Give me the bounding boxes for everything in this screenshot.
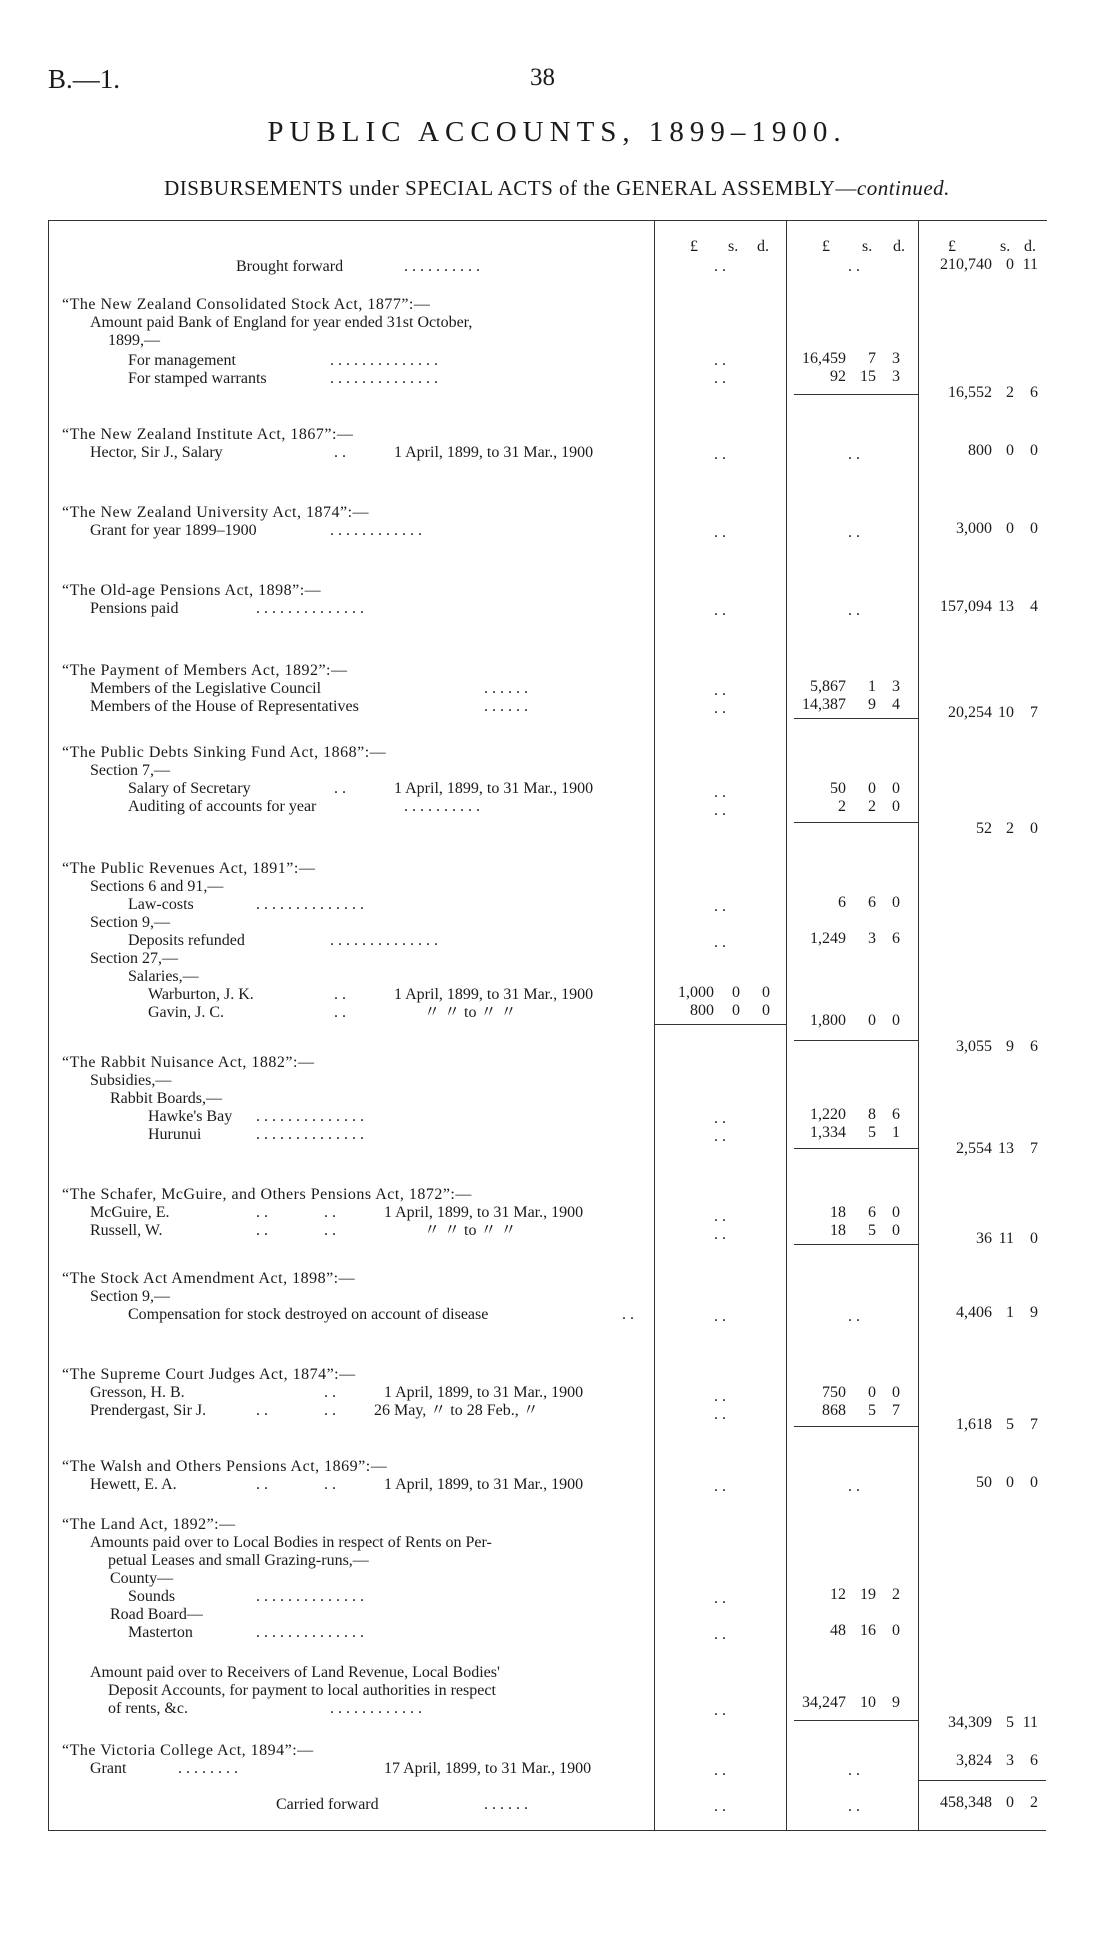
leader-dots: . . bbox=[714, 524, 726, 541]
leader-dots: . . bbox=[714, 1406, 726, 1423]
leader-dots: . . bbox=[714, 370, 726, 387]
leader-dots: . . bbox=[848, 446, 860, 463]
total-pence: 7 bbox=[1030, 1140, 1038, 1157]
amount-pounds: 1,334 bbox=[810, 1124, 846, 1141]
total-pounds: 800 bbox=[968, 442, 992, 459]
total-rule bbox=[918, 1780, 1046, 1781]
leader-dots: . . bbox=[714, 446, 726, 463]
section-title: “The Payment of Members Act, 1892”:— bbox=[62, 662, 348, 679]
total-shillings: 13 bbox=[998, 598, 1014, 615]
total-pounds: 20,254 bbox=[948, 704, 992, 721]
total-pence: 6 bbox=[1030, 384, 1038, 401]
col2-shillings-header: s. bbox=[862, 238, 873, 255]
leader-dots: . . bbox=[714, 1110, 726, 1127]
leader-dots: . . bbox=[334, 986, 346, 1003]
total-pounds: 3,055 bbox=[956, 1038, 992, 1055]
leader-dots: . . bbox=[848, 1478, 860, 1495]
section-title: “The Stock Act Amendment Act, 1898”:— bbox=[62, 1270, 356, 1287]
line-text: County— bbox=[110, 1570, 174, 1587]
leader-dots: . . bbox=[334, 444, 346, 461]
section-title: “The Old-age Pensions Act, 1898”:— bbox=[62, 582, 322, 599]
leader-dots: . . bbox=[714, 1128, 726, 1145]
amount-shillings: 5 bbox=[868, 1124, 876, 1141]
leader-dots: . . bbox=[714, 1626, 726, 1643]
period-text: 1 April, 1899, to 31 Mar., 1900 bbox=[384, 1204, 584, 1221]
amount-pounds: 48 bbox=[830, 1622, 846, 1639]
col1-pence-header: d. bbox=[757, 238, 769, 255]
section-title: “The New Zealand University Act, 1874”:— bbox=[62, 504, 370, 521]
leader-dots: . . bbox=[848, 258, 860, 275]
page-number: 38 bbox=[530, 64, 555, 91]
line-text: Prendergast, Sir J. bbox=[90, 1402, 207, 1419]
leader-dots: . . bbox=[256, 1402, 268, 1419]
amount-shillings: 7 bbox=[868, 350, 876, 367]
page-title: PUBLIC ACCOUNTS, 1899–1900. bbox=[267, 116, 847, 148]
amount-shillings: 1 bbox=[868, 678, 876, 695]
total-pounds: 36 bbox=[976, 1230, 992, 1247]
amount-pence: 1 bbox=[892, 1124, 900, 1141]
ditto-text: 〃 〃 to 〃 〃 bbox=[424, 1004, 517, 1021]
salary-warburton-pence: 0 bbox=[762, 984, 770, 1001]
amount-shillings: 9 bbox=[868, 696, 876, 713]
col1-pounds-header: £ bbox=[690, 238, 698, 255]
amount-shillings: 0 bbox=[868, 1012, 876, 1029]
section-title: “The Schafer, McGuire, and Others Pensions Act, 1872”:— bbox=[62, 1186, 472, 1203]
line-text: Hawke's Bay bbox=[148, 1108, 233, 1125]
section-title: “The Rabbit Nuisance Act, 1882”:— bbox=[62, 1054, 315, 1071]
line-text: Gavin, J. C. bbox=[148, 1004, 224, 1021]
amount-pence: 0 bbox=[892, 1222, 900, 1239]
period-text: 1 April, 1899, to 31 Mar., 1900 bbox=[394, 780, 594, 797]
carried-forward-pence: 2 bbox=[1030, 1794, 1038, 1811]
total-pounds: 3,824 bbox=[956, 1752, 992, 1769]
salary-warburton-pounds: 1,000 bbox=[678, 984, 714, 1001]
amount-pence: 3 bbox=[892, 368, 900, 385]
brought-forward-shillings: 0 bbox=[1006, 256, 1014, 273]
leader-dots: . . bbox=[848, 1308, 860, 1325]
col2-pounds-header: £ bbox=[822, 238, 830, 255]
amount-pounds: 14,387 bbox=[802, 696, 846, 713]
leader-dots: . . bbox=[714, 352, 726, 369]
page-subtitle bbox=[0, 176, 1114, 201]
total-pounds: 157,094 bbox=[940, 598, 992, 615]
amount-pence: 3 bbox=[892, 350, 900, 367]
amount-pence: 6 bbox=[892, 1106, 900, 1123]
line-text: of rents, &c. bbox=[108, 1700, 188, 1717]
line-text: Road Board— bbox=[110, 1606, 203, 1623]
amount-pence: 6 bbox=[892, 930, 900, 947]
total-shillings: 2 bbox=[1006, 820, 1014, 837]
section-title: “The Supreme Court Judges Act, 1874”:— bbox=[62, 1366, 356, 1383]
col3-pounds-header: £ bbox=[948, 238, 956, 255]
line-text: Salaries,— bbox=[128, 968, 199, 985]
leader-dots: . . . . . . . . . . . . bbox=[330, 1700, 422, 1717]
salary-gavin-pounds: 800 bbox=[690, 1002, 714, 1019]
leader-dots: . . . . . . . . . . . . bbox=[330, 522, 422, 539]
subtitle-continued: continued. bbox=[856, 176, 950, 200]
section-title: “The New Zealand Consolidated Stock Act, 1877”:— bbox=[62, 296, 431, 313]
amount-pounds: 50 bbox=[830, 780, 846, 797]
line-text: Section 9,— bbox=[90, 1288, 170, 1305]
total-pounds: 2,554 bbox=[956, 1140, 992, 1157]
line-text: Amounts paid over to Local Bodies in respect of Rents on Per- bbox=[90, 1534, 492, 1551]
line-text: Deposit Accounts, for payment to local authorities in respect bbox=[108, 1682, 496, 1699]
amount-pence: 0 bbox=[892, 780, 900, 797]
subtitle-main: DISBURSEMENTS under SPECIAL ACTS of the GENERAL ASSEMBLY— bbox=[164, 176, 857, 200]
leader-dots: . . bbox=[848, 1798, 860, 1815]
table-bottom-border bbox=[48, 1830, 1046, 1831]
leader-dots: . . . . . . . . . . . . . . bbox=[256, 1588, 364, 1605]
leader-dots: . . bbox=[714, 1798, 726, 1815]
leader-dots: . . bbox=[714, 1208, 726, 1225]
amount-pounds: 12 bbox=[830, 1586, 846, 1603]
subtotal-rule bbox=[654, 1024, 786, 1025]
line-text: Law-costs bbox=[128, 896, 194, 913]
section-title: “The Victoria College Act, 1894”:— bbox=[62, 1742, 314, 1759]
amount-pounds: 18 bbox=[830, 1204, 846, 1221]
amount-pence: 0 bbox=[892, 1012, 900, 1029]
leader-dots: . . bbox=[714, 700, 726, 717]
line-text: Members of the Legislative Council bbox=[90, 680, 322, 697]
amount-pounds: 1,220 bbox=[810, 1106, 846, 1123]
total-pounds: 3,000 bbox=[956, 520, 992, 537]
total-shillings: 13 bbox=[998, 1140, 1014, 1157]
amount-shillings: 6 bbox=[868, 1204, 876, 1221]
line-text: Section 9,— bbox=[90, 914, 170, 931]
ditto-text: 〃 〃 to 〃 〃 bbox=[424, 1222, 517, 1239]
total-pence: 4 bbox=[1030, 598, 1038, 615]
amount-pence: 0 bbox=[892, 1622, 900, 1639]
amount-shillings: 19 bbox=[860, 1586, 876, 1603]
line-text: Salary of Secretary bbox=[128, 780, 251, 797]
amount-shillings: 3 bbox=[868, 930, 876, 947]
amount-shillings: 6 bbox=[868, 894, 876, 911]
leader-dots: . . . . . . . . . . . . . . bbox=[256, 600, 364, 617]
period-text: 1 April, 1899, to 31 Mar., 1900 bbox=[384, 1384, 584, 1401]
total-pounds: 52 bbox=[976, 820, 992, 837]
leader-dots: . . bbox=[622, 1306, 634, 1323]
amount-shillings: 10 bbox=[860, 1694, 876, 1711]
amount-pounds: 16,459 bbox=[802, 350, 846, 367]
leader-dots: . . bbox=[714, 934, 726, 951]
amount-pounds: 1,800 bbox=[810, 1012, 846, 1029]
total-shillings: 10 bbox=[998, 704, 1014, 721]
leader-dots: . . bbox=[324, 1476, 336, 1493]
leader-dots: . . . . . . bbox=[484, 680, 528, 697]
column-rule-1 bbox=[654, 220, 655, 1830]
leader-dots: . . bbox=[714, 1702, 726, 1719]
total-shillings: 1 bbox=[1006, 1304, 1014, 1321]
total-pounds: 4,406 bbox=[956, 1304, 992, 1321]
line-text: Grant for year 1899–1900 bbox=[90, 522, 257, 539]
amount-pounds: 5,867 bbox=[810, 678, 846, 695]
column-rule-2 bbox=[786, 220, 787, 1830]
leader-dots: . . bbox=[848, 524, 860, 541]
period-text: 26 May, 〃 to 28 Feb., 〃 bbox=[374, 1402, 539, 1419]
total-pence: 0 bbox=[1030, 1230, 1038, 1247]
line-text: Hewett, E. A. bbox=[90, 1476, 177, 1493]
line-text: Grant bbox=[90, 1760, 127, 1777]
amount-shillings: 8 bbox=[868, 1106, 876, 1123]
salary-gavin-pence: 0 bbox=[762, 1002, 770, 1019]
line-text: Sections 6 and 91,— bbox=[90, 878, 224, 895]
column-rule-3 bbox=[918, 220, 919, 1830]
line-text: Warburton, J. K. bbox=[148, 986, 254, 1003]
carried-forward-label: Carried forward bbox=[276, 1796, 379, 1813]
leader-dots: . . bbox=[714, 1762, 726, 1779]
carried-forward-pounds: 458,348 bbox=[940, 1794, 992, 1811]
leader-dots: . . . . . . . . . . . . . . bbox=[330, 932, 438, 949]
subtotal-rule bbox=[794, 1426, 918, 1427]
amount-pence: 0 bbox=[892, 894, 900, 911]
amount-pence: 2 bbox=[892, 1586, 900, 1603]
amount-pounds: 6 bbox=[838, 894, 846, 911]
leader-dots: . . bbox=[714, 1388, 726, 1405]
period-text: 1 April, 1899, to 31 Mar., 1900 bbox=[394, 986, 594, 1003]
leader-dots: . . bbox=[714, 1308, 726, 1325]
subtotal-rule bbox=[794, 1040, 918, 1041]
amount-pence: 9 bbox=[892, 1694, 900, 1711]
total-pence: 0 bbox=[1030, 520, 1038, 537]
leader-dots: . . bbox=[714, 802, 726, 819]
leader-dots: . . bbox=[324, 1384, 336, 1401]
period-text: 17 April, 1899, to 31 Mar., 1900 bbox=[384, 1760, 592, 1777]
col3-shillings-header: s. bbox=[1000, 238, 1011, 255]
leader-dots: . . . . . . bbox=[484, 698, 528, 715]
line-text: Amount paid Bank of England for year ended 31st October, bbox=[90, 314, 473, 331]
amount-shillings: 0 bbox=[868, 1384, 876, 1401]
leader-dots: . . . . . . . . . . . . . . bbox=[256, 1108, 364, 1125]
line-text: McGuire, E. bbox=[90, 1204, 170, 1221]
col3-pence-header: d. bbox=[1024, 238, 1036, 255]
line-text: Amount paid over to Receivers of Land Revenue, Local Bodies' bbox=[90, 1664, 500, 1681]
line-text: Deposits refunded bbox=[128, 932, 245, 949]
carried-forward-shillings: 0 bbox=[1006, 1794, 1014, 1811]
brought-forward-label: Brought forward bbox=[236, 258, 344, 275]
amount-pounds: 2 bbox=[838, 798, 846, 815]
amount-shillings: 5 bbox=[868, 1222, 876, 1239]
section-title: “The Land Act, 1892”:— bbox=[62, 1516, 236, 1533]
section-title: “The Walsh and Others Pensions Act, 1869”:— bbox=[62, 1458, 388, 1475]
leader-dots: . . bbox=[256, 1204, 268, 1221]
total-shillings: 3 bbox=[1006, 1752, 1014, 1769]
line-text: Subsidies,— bbox=[90, 1072, 172, 1089]
amount-shillings: 0 bbox=[868, 780, 876, 797]
leader-dots: . . bbox=[334, 780, 346, 797]
leader-dots: . . bbox=[714, 1226, 726, 1243]
period-text: 1 April, 1899, to 31 Mar., 1900 bbox=[384, 1476, 584, 1493]
leader-dots: . . . . . . . . . . . . . . bbox=[256, 1624, 364, 1641]
leader-dots: . . . . . . . . . . . . . . bbox=[330, 352, 438, 369]
line-text: For management bbox=[128, 352, 236, 369]
leader-dots: . . . . . . . . . . . . . . bbox=[330, 370, 438, 387]
leader-dots: . . . . . . bbox=[484, 1796, 528, 1813]
total-pence: 0 bbox=[1030, 442, 1038, 459]
total-shillings: 5 bbox=[1006, 1714, 1014, 1731]
amount-pence: 0 bbox=[892, 1384, 900, 1401]
total-pounds: 1,618 bbox=[956, 1416, 992, 1433]
line-text: Hector, Sir J., Salary bbox=[90, 444, 223, 461]
brought-forward-pence: 11 bbox=[1022, 256, 1038, 273]
amount-pence: 0 bbox=[892, 798, 900, 815]
subtotal-rule bbox=[794, 1720, 918, 1721]
amount-pence: 3 bbox=[892, 678, 900, 695]
total-pence: 6 bbox=[1030, 1038, 1038, 1055]
amount-pence: 4 bbox=[892, 696, 900, 713]
line-text: For stamped warrants bbox=[128, 370, 267, 387]
line-text: Section 7,— bbox=[90, 762, 170, 779]
total-shillings: 0 bbox=[1006, 1474, 1014, 1491]
subtotal-rule bbox=[794, 1244, 918, 1245]
line-text: Sounds bbox=[128, 1588, 176, 1605]
brought-forward-pounds: 210,740 bbox=[940, 256, 992, 273]
total-pounds: 16,552 bbox=[948, 384, 992, 401]
leader-dots: . . bbox=[324, 1222, 336, 1239]
col2-pence-header: d. bbox=[893, 238, 905, 255]
leader-dots: . . . . . . . . bbox=[178, 1760, 238, 1777]
amount-shillings: 2 bbox=[868, 798, 876, 815]
leader-dots: . . bbox=[848, 602, 860, 619]
total-shillings: 11 bbox=[998, 1230, 1014, 1247]
leader-dots: . . . . . . . . . . bbox=[404, 798, 480, 815]
subtotal-rule bbox=[794, 1148, 918, 1149]
total-pence: 7 bbox=[1030, 1416, 1038, 1433]
leader-dots: . . bbox=[714, 898, 726, 915]
amount-shillings: 5 bbox=[868, 1402, 876, 1419]
line-text: Auditing of accounts for year bbox=[128, 798, 317, 815]
total-shillings: 0 bbox=[1006, 520, 1014, 537]
amount-pence: 0 bbox=[892, 1204, 900, 1221]
total-pence: 11 bbox=[1022, 1714, 1038, 1731]
leader-dots: . . bbox=[714, 258, 726, 275]
leader-dots: . . bbox=[256, 1222, 268, 1239]
subtotal-rule bbox=[794, 822, 918, 823]
amount-pounds: 92 bbox=[830, 368, 846, 385]
line-text: Russell, W. bbox=[90, 1222, 163, 1239]
total-shillings: 2 bbox=[1006, 384, 1014, 401]
leader-dots: . . bbox=[334, 1004, 346, 1021]
amount-pounds: 1,249 bbox=[810, 930, 846, 947]
leader-dots: . . bbox=[714, 784, 726, 801]
leader-dots: . . bbox=[324, 1402, 336, 1419]
leader-dots: . . bbox=[324, 1204, 336, 1221]
salary-gavin-shillings: 0 bbox=[732, 1002, 740, 1019]
subtotal-rule bbox=[794, 718, 918, 719]
total-pence: 0 bbox=[1030, 820, 1038, 837]
line-text: Compensation for stock destroyed on account of disease bbox=[128, 1306, 489, 1323]
total-pounds: 50 bbox=[976, 1474, 992, 1491]
total-pence: 6 bbox=[1030, 1752, 1038, 1769]
line-text: Section 27,— bbox=[90, 950, 178, 967]
line-text: Gresson, H. B. bbox=[90, 1384, 185, 1401]
amount-shillings: 16 bbox=[860, 1622, 876, 1639]
leader-dots: . . bbox=[714, 1478, 726, 1495]
total-shillings: 0 bbox=[1006, 442, 1014, 459]
col1-shillings-header: s. bbox=[728, 238, 739, 255]
total-pence: 7 bbox=[1030, 704, 1038, 721]
amount-pence: 7 bbox=[892, 1402, 900, 1419]
leader-dots: . . bbox=[714, 682, 726, 699]
subtotal-rule bbox=[794, 394, 918, 395]
leader-dots: . . . . . . . . . . . . . . bbox=[256, 896, 364, 913]
amount-pounds: 868 bbox=[822, 1402, 846, 1419]
period-text: 1 April, 1899, to 31 Mar., 1900 bbox=[394, 444, 594, 461]
document-reference: B.—1. bbox=[48, 64, 121, 94]
leader-dots: . . bbox=[848, 1762, 860, 1779]
amount-pounds: 18 bbox=[830, 1222, 846, 1239]
line-text: Pensions paid bbox=[90, 600, 179, 617]
leader-dots: . . . . . . . . . . bbox=[404, 258, 480, 275]
section-title: “The Public Debts Sinking Fund Act, 1868”:— bbox=[62, 744, 387, 761]
line-text: Hurunui bbox=[148, 1126, 202, 1143]
total-pence: 0 bbox=[1030, 1474, 1038, 1491]
amount-pounds: 750 bbox=[822, 1384, 846, 1401]
section-title: “The New Zealand Institute Act, 1867”:— bbox=[62, 426, 354, 443]
amount-pounds: 34,247 bbox=[802, 1694, 846, 1711]
line-text: Members of the House of Representatives bbox=[90, 698, 359, 715]
line-text: Rabbit Boards,— bbox=[110, 1090, 222, 1107]
total-pounds: 34,309 bbox=[948, 1714, 992, 1731]
salary-warburton-shillings: 0 bbox=[732, 984, 740, 1001]
line-text: petual Leases and small Grazing-runs,— bbox=[108, 1552, 369, 1569]
total-shillings: 9 bbox=[1006, 1038, 1014, 1055]
leader-dots: . . . . . . . . . . . . . . bbox=[256, 1126, 364, 1143]
leader-dots: . . bbox=[714, 1590, 726, 1607]
amount-shillings: 15 bbox=[860, 368, 876, 385]
leader-dots: . . bbox=[256, 1476, 268, 1493]
total-shillings: 5 bbox=[1006, 1416, 1014, 1433]
line-text: Masterton bbox=[128, 1624, 193, 1641]
leader-dots: . . bbox=[714, 602, 726, 619]
section-title: “The Public Revenues Act, 1891”:— bbox=[62, 860, 316, 877]
total-pence: 9 bbox=[1030, 1304, 1038, 1321]
line-text: 1899,— bbox=[108, 332, 160, 349]
